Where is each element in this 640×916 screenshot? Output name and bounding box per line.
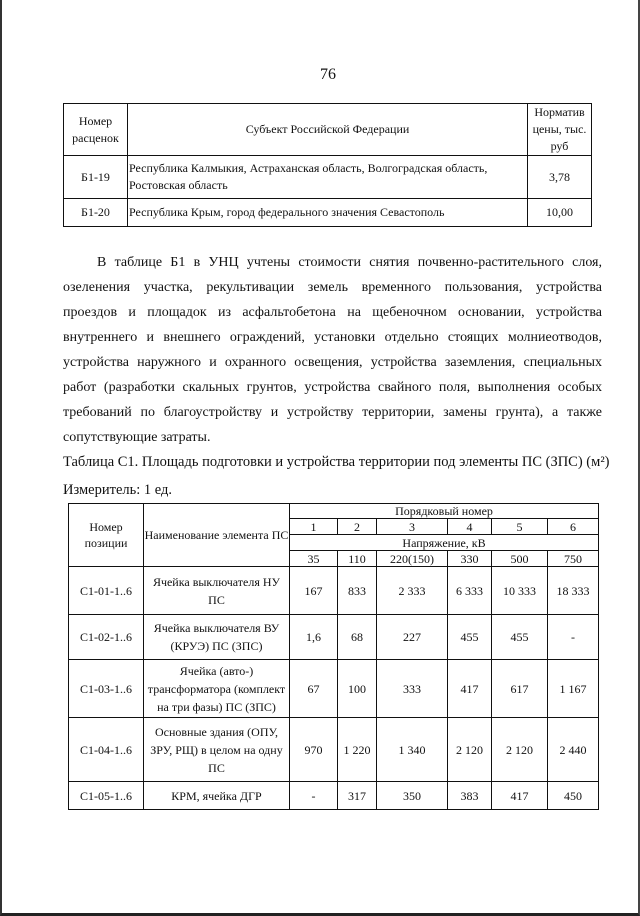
area-value-35kv: 1,6 — [290, 615, 338, 660]
area-value-35kv: 67 — [290, 660, 338, 718]
element-name: Основные здания (ОПУ, ЗРУ, РЩ) в целом на одну ПС — [144, 718, 290, 782]
table-row — [69, 782, 599, 810]
area-value-500kv: 417 — [492, 782, 548, 810]
element-name: КРМ, ячейка ДГР — [144, 782, 290, 810]
header-voltage: 110 — [338, 551, 377, 567]
area-value-220kv: 333 — [377, 660, 448, 718]
area-value-330kv: 6 333 — [448, 567, 492, 615]
paragraph-line: сопутствующие затраты. — [63, 430, 211, 445]
area-value-35kv: - — [290, 782, 338, 810]
table-row — [69, 567, 599, 615]
area-value-330kv: 383 — [448, 782, 492, 810]
area-value-110kv: 833 — [338, 567, 377, 615]
area-value-330kv: 417 — [448, 660, 492, 718]
paragraph-line: устройства наружного и охранного освещения, устройства заземления, специальных — [63, 355, 602, 370]
area-value-750kv: 1 167 — [548, 660, 599, 718]
table-row — [64, 199, 592, 227]
table-row — [64, 156, 592, 199]
header-ordinal: 1 — [290, 519, 338, 535]
area-value-500kv: 617 — [492, 660, 548, 718]
paragraph-line: озеленения участка, рекультивации земель временного пользования, устройства — [63, 280, 602, 295]
body-paragraph — [63, 250, 602, 450]
header-price: Норматив цены, тыс. руб — [528, 104, 592, 156]
position-code: С1-01-1..6 — [69, 567, 144, 615]
area-value-330kv: 2 120 — [448, 718, 492, 782]
paragraph-line: требований по благоустройству и устройству территории, замены грунта), а также — [63, 405, 602, 420]
position-code: С1-02-1..6 — [69, 615, 144, 660]
header-voltage: 220(150) — [377, 551, 448, 567]
area-value-330kv: 455 — [448, 615, 492, 660]
header-position-code: Номер позиции — [69, 504, 144, 567]
price-value: 3,78 — [528, 156, 592, 199]
header-subject: Субъект Российской Федерации — [128, 104, 528, 156]
paragraph-line: работ (разработки скальных грунтов, устройства свайного поля, выполнения особых — [63, 380, 602, 395]
header-ordinal: 3 — [377, 519, 448, 535]
header-voltage-label: Напряжение, кВ — [290, 535, 599, 551]
area-value-35kv: 970 — [290, 718, 338, 782]
header-ordinal: 2 — [338, 519, 377, 535]
area-value-750kv: 450 — [548, 782, 599, 810]
header-voltage: 330 — [448, 551, 492, 567]
area-value-750kv: - — [548, 615, 599, 660]
position-code: С1-04-1..6 — [69, 718, 144, 782]
header-ordinal: 5 — [492, 519, 548, 535]
area-value-500kv: 455 — [492, 615, 548, 660]
header-element-name: Наименование элемента ПС — [144, 504, 290, 567]
element-name: Ячейка выключателя ВУ (КРУЭ) ПС (ЗПС) — [144, 615, 290, 660]
area-value-110kv: 1 220 — [338, 718, 377, 782]
table-row — [69, 718, 599, 782]
rate-table-header — [64, 104, 592, 156]
subject-name: Республика Калмыкия, Астраханская область, Волгоградская область, Ростовская область — [128, 156, 528, 199]
rate-code: Б1-20 — [64, 199, 128, 227]
element-name: Ячейка (авто-) трансформатора (комплект на три фазы) ПС (ЗПС) — [144, 660, 290, 718]
area-value-500kv: 10 333 — [492, 567, 548, 615]
header-ordinal: 6 — [548, 519, 599, 535]
area-value-35kv: 167 — [290, 567, 338, 615]
table-row — [69, 660, 599, 718]
area-value-220kv: 2 333 — [377, 567, 448, 615]
area-value-220kv: 350 — [377, 782, 448, 810]
position-code: С1-03-1..6 — [69, 660, 144, 718]
area-value-110kv: 317 — [338, 782, 377, 810]
element-name: Ячейка выключателя НУ ПС — [144, 567, 290, 615]
page-number: 76 — [320, 66, 336, 83]
header-voltage: 35 — [290, 551, 338, 567]
area-value-750kv: 2 440 — [548, 718, 599, 782]
position-code: С1-05-1..6 — [69, 782, 144, 810]
paragraph-line: В таблице Б1 в УНЦ учтены стоимости снятия почвенно-растительного слоя, — [97, 255, 602, 270]
header-voltage: 750 — [548, 551, 599, 567]
table-row — [69, 615, 599, 660]
header-ordinal-label: Порядковый номер — [290, 504, 599, 519]
area-value-750kv: 18 333 — [548, 567, 599, 615]
area-value-110kv: 100 — [338, 660, 377, 718]
area-value-220kv: 227 — [377, 615, 448, 660]
rate-code: Б1-19 — [64, 156, 128, 199]
rate-table — [63, 103, 592, 227]
measurement-unit: Измеритель: 1 ед. — [63, 482, 173, 498]
paragraph-line: внутреннего и внешнего ограждений, установки отдельно стоящих молниеотводов, — [63, 330, 602, 345]
paragraph-line: проездов и площадок из асфальтобетона на щебеночном основании, устройства — [63, 305, 602, 320]
header-voltage: 500 — [492, 551, 548, 567]
price-value: 10,00 — [528, 199, 592, 227]
area-value-500kv: 2 120 — [492, 718, 548, 782]
area-value-220kv: 1 340 — [377, 718, 448, 782]
subject-name: Республика Крым, город федерального значения Севастополь — [128, 199, 528, 227]
table-caption: Таблица С1. Площадь подготовки и устройства территории под элементы ПС (ЗПС) (м²) — [63, 454, 610, 470]
area-table-header — [69, 504, 599, 519]
area-value-110kv: 68 — [338, 615, 377, 660]
header-ordinal: 4 — [448, 519, 492, 535]
area-table — [68, 503, 599, 810]
header-rate-code: Номер расценок — [64, 104, 128, 156]
